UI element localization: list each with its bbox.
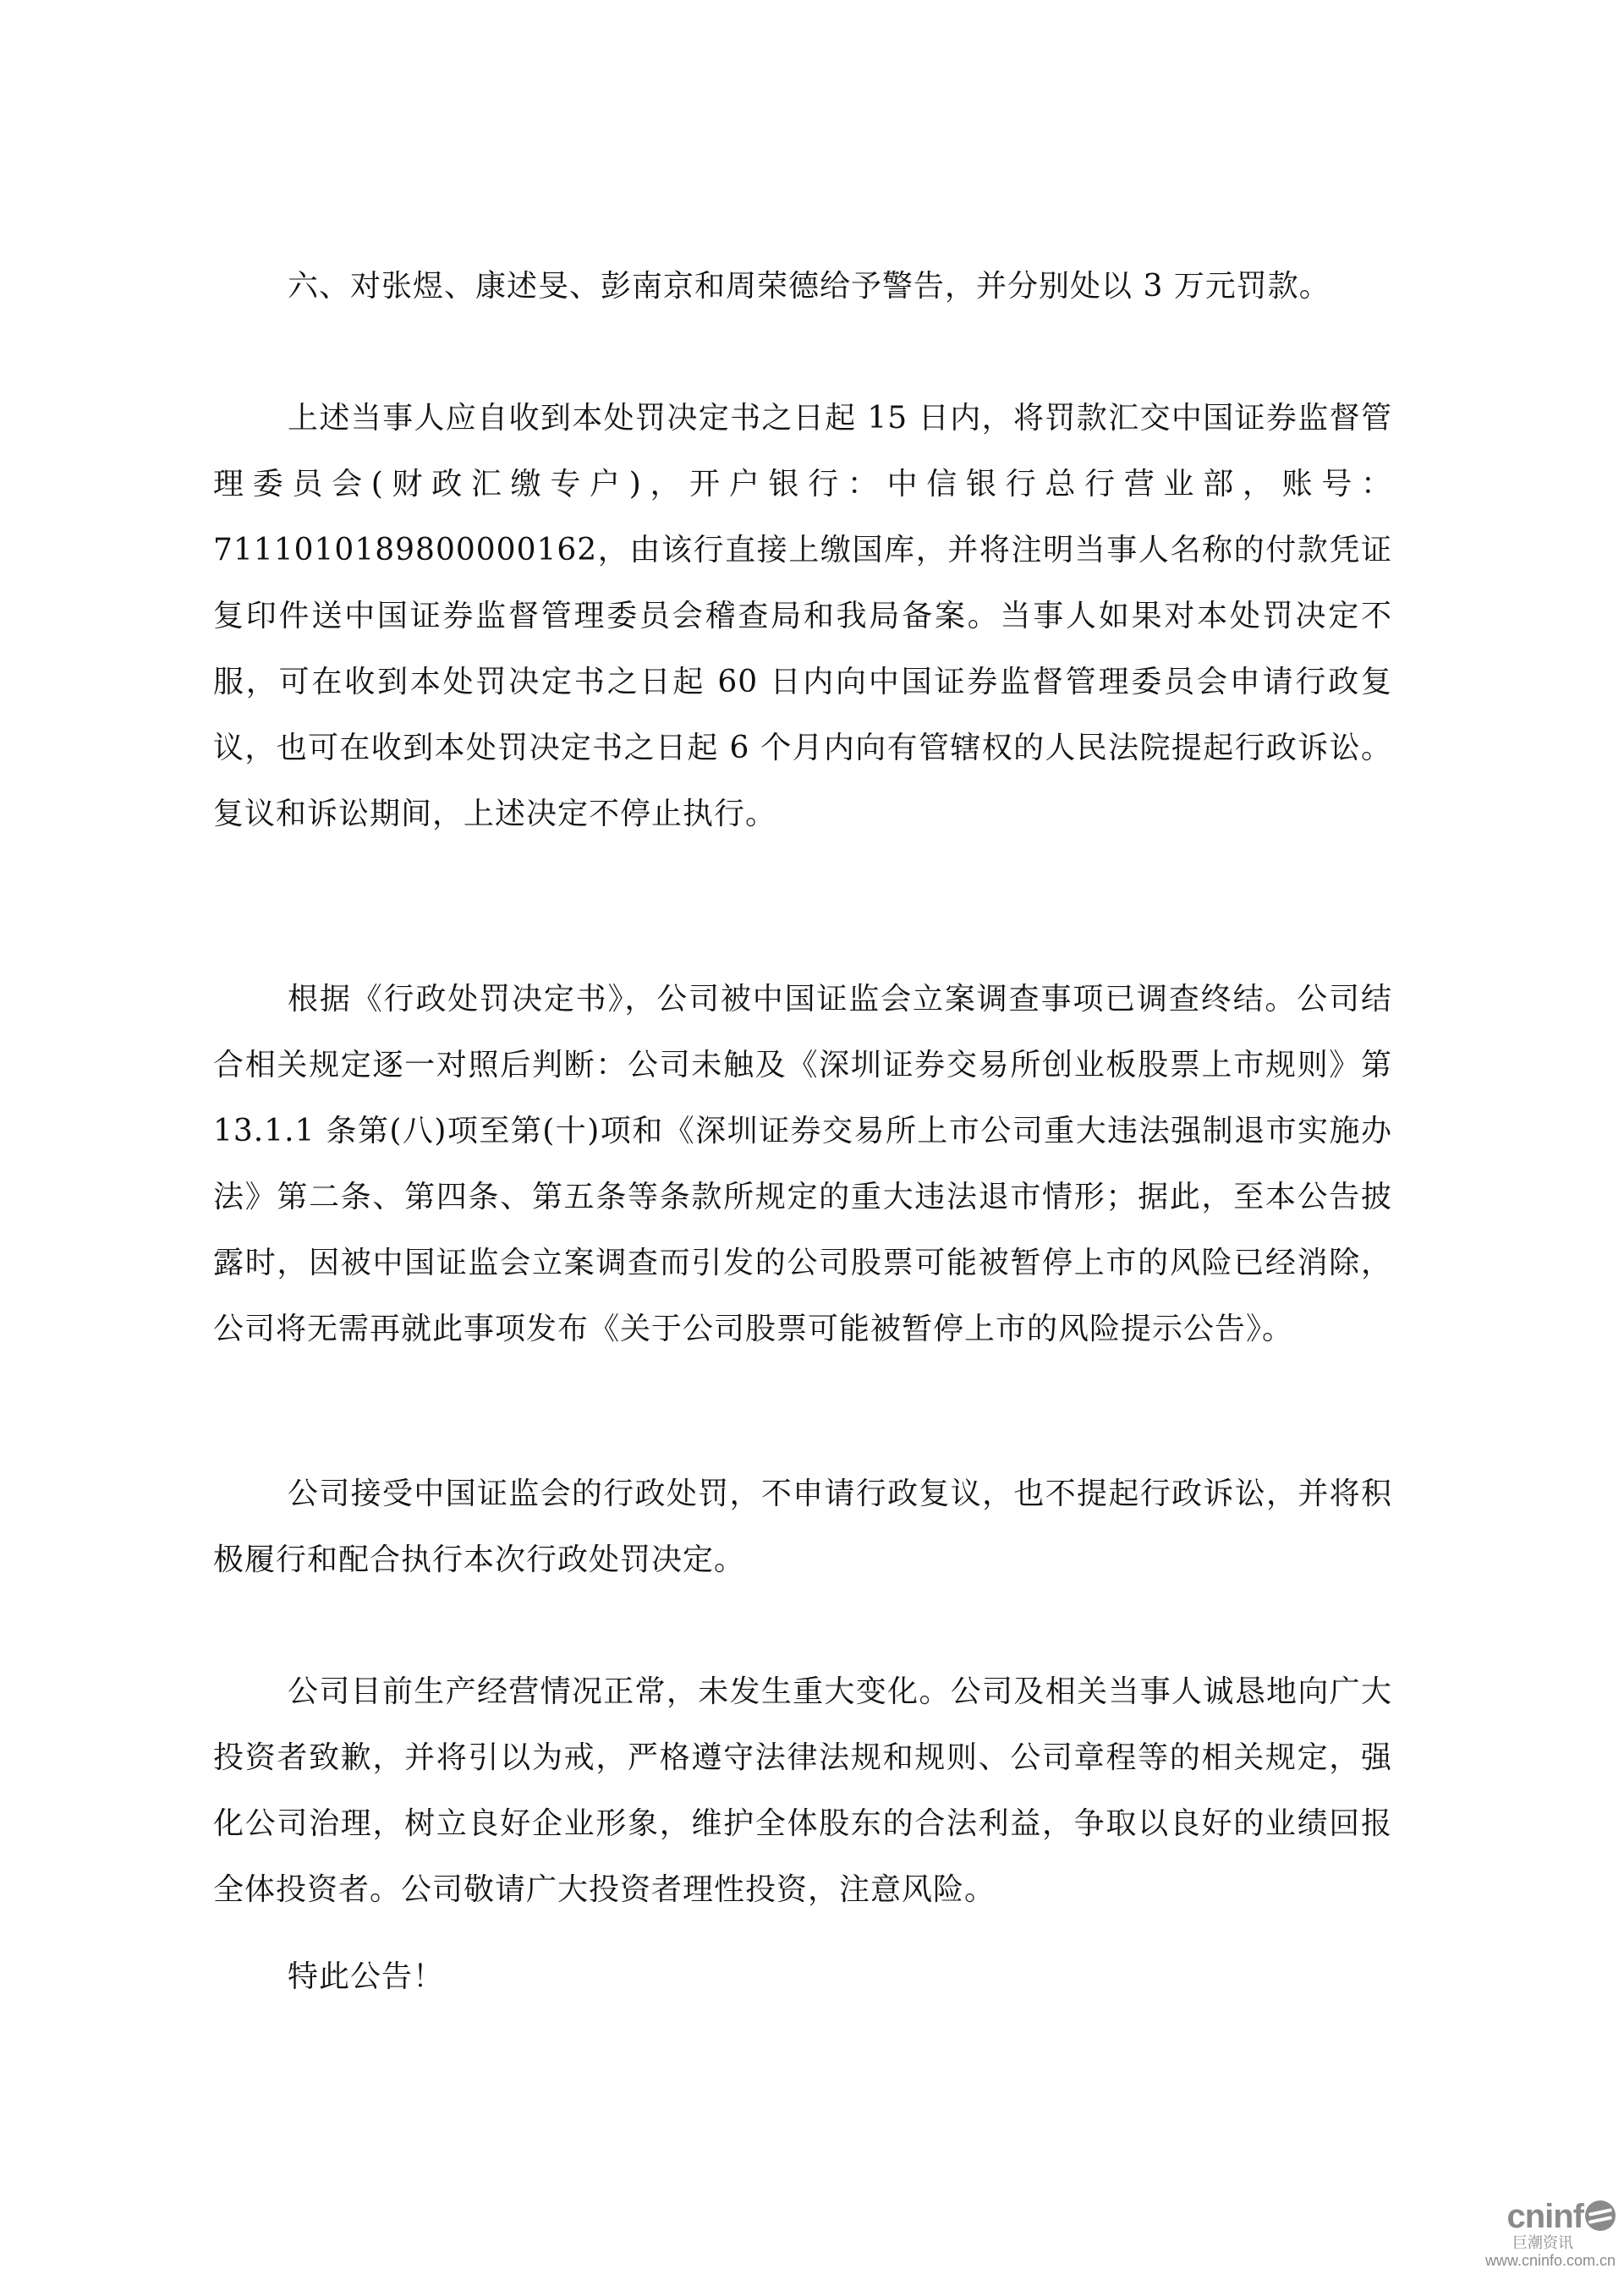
cninfo-logo-text: cninf [1506, 2198, 1583, 2235]
cninfo-chinese-name: 巨潮资讯 [1512, 2234, 1573, 2251]
paragraph-penalty-warning: 六、对张煜、康述旻、彭南京和周荣德给予警告，并分别处以 3 万元罚款。 [288, 269, 1330, 304]
paragraph-apology: 公司目前生产经营情况正常，未发生重大变化。公司及相关当事人诚恳地向广大投资者致歉，并将引以为戒，严格遵守法律法规和规则、公司章程等的相关规定，强化公司治理，树立良好企业形象，维护全体股东的合法利益，争取以良好的业绩回报全体投资者。公司敬请广大投资者理性投资，注意风险。 [213, 1674, 1392, 1907]
cninfo-url: www.cninfo.com.cn [1484, 2252, 1616, 2269]
cninfo-watermark [1455, 2199, 1616, 2270]
paragraph-closing: 特此公告！ [288, 1959, 445, 1994]
paragraph-payment-instructions: 上述当事人应自收到本处罚决定书之日起 15 日内，将罚款汇交中国证券监督管理委员会(财政汇缴专户)，开户银行：中信银行总行营业部，账号：7111010189800000162，由该行直接上缴国库，并将注明当事人名称的付款凭证复印件送中国证券监督管理委员会稽查局和我局备案。当事人如果对本处罚决定不服，可在收到本处罚决定书之日起 60 日内向中国证券监督管理委员会申请行政复议，也可在收到本处罚决定书之日起 6 个月内向有管辖权的人民法院提起行政诉讼。复议和诉讼期间，上述决定不停止执行。 [213, 401, 1392, 831]
paragraph-delisting-risk: 根据《行政处罚决定书》，公司被中国证监会立案调查事项已调查终结。公司结合相关规定逐一对照后判断：公司未触及《深圳证券交易所创业板股票上市规则》第 13.1.1 条第(八)项至第(十)项和《深圳证券交易所上市公司重大违法强制退市实施办法》第二条、第四条、第五条等条款所规定的重大违法退市情形；据此，至本公告披露时，因被中国证监会立案调查而引发的公司股票可能被暂停上市的风险已经消除，公司将无需再就此事项发布《关于公司股票可能被暂停上市的风险提示公告》。 [213, 982, 1392, 1346]
paragraph-accept-penalty: 公司接受中国证监会的行政处罚，不申请行政复议，也不提起行政诉讼，并将积极履行和配合执行本次行政处罚决定。 [213, 1477, 1392, 1577]
cninfo-logo [1455, 2199, 1616, 2234]
cninfo-swirl-icon [1585, 2200, 1616, 2231]
